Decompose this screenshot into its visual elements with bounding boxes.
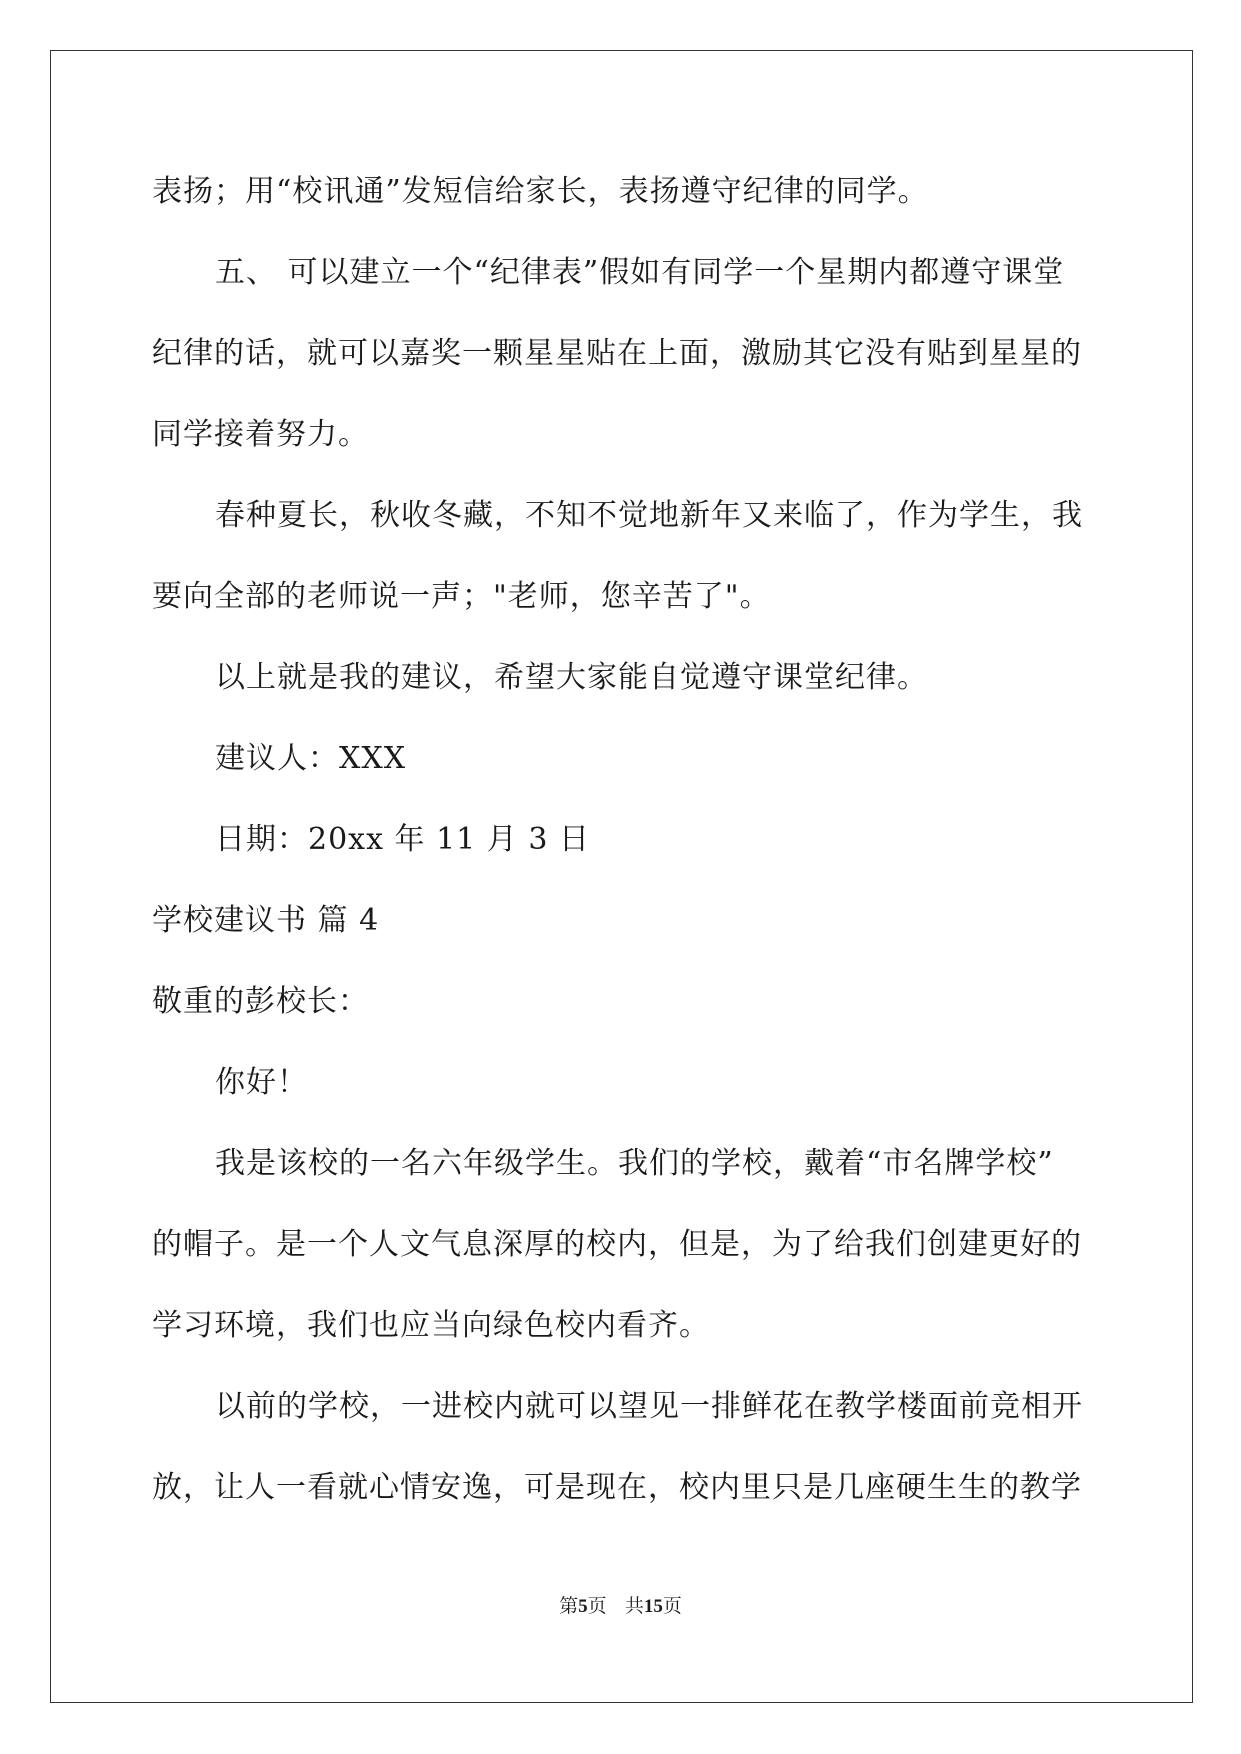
proposer-line: 建议人：XXX — [215, 741, 407, 776]
text-line-16: 以前的学校，一进校内就可以望见一排鲜花在教学楼面前竞相开 — [215, 1389, 1083, 1424]
text-line-3: 纪律的话，就可以嘉奖一颗星星贴在上面，激励其它没有贴到星星的 — [152, 336, 1082, 371]
text-line-13: 我是该校的一名六年级学生。我们的学校，戴着“市名牌学校” — [215, 1146, 1054, 1181]
text-line-7: 以上就是我的建议，希望大家能自觉遵守课堂纪律。 — [215, 660, 928, 695]
footer-page-number: 5 — [578, 1596, 588, 1617]
text-line-5: 春种夏长，秋收冬藏，不知不觉地新年又来临了，作为学生，我 — [215, 498, 1083, 533]
footer-prefix: 第 — [559, 1595, 579, 1617]
text-line-6: 要向全部的老师说一声；"老师，您辛苦了"。 — [152, 579, 771, 614]
text-line-4: 同学接着努力。 — [152, 417, 369, 452]
text-line-1: 表扬；用“校讯通”发短信给家长，表扬遵守纪律的同学。 — [152, 174, 929, 209]
footer-total-pages: 15 — [643, 1596, 663, 1617]
page-footer — [0, 1594, 1241, 1619]
footer-total-prefix: 共 — [624, 1595, 644, 1617]
text-line-15: 学习环境，我们也应当向绿色校内看齐。 — [152, 1308, 710, 1343]
salutation: 敬重的彭校长： — [152, 984, 369, 1019]
footer-total-suffix: 页 — [662, 1595, 682, 1617]
text-line-17: 放，让人一看就心情安逸，可是现在，校内里只是几座硬生生的教学 — [152, 1470, 1082, 1505]
section-heading: 学校建议书 篇 4 — [152, 903, 380, 938]
footer-page-suffix: 页 — [587, 1595, 607, 1617]
page-border — [50, 50, 1193, 1703]
text-line-14: 的帽子。是一个人文气息深厚的校内，但是，为了给我们创建更好的 — [152, 1227, 1082, 1262]
text-line-2: 五、 可以建立一个“纪律表”假如有同学一个星期内都遵守课堂 — [215, 255, 1065, 290]
date-line: 日期：20xx 年 11 月 3 日 — [215, 822, 590, 857]
greeting: 你好！ — [215, 1065, 308, 1100]
